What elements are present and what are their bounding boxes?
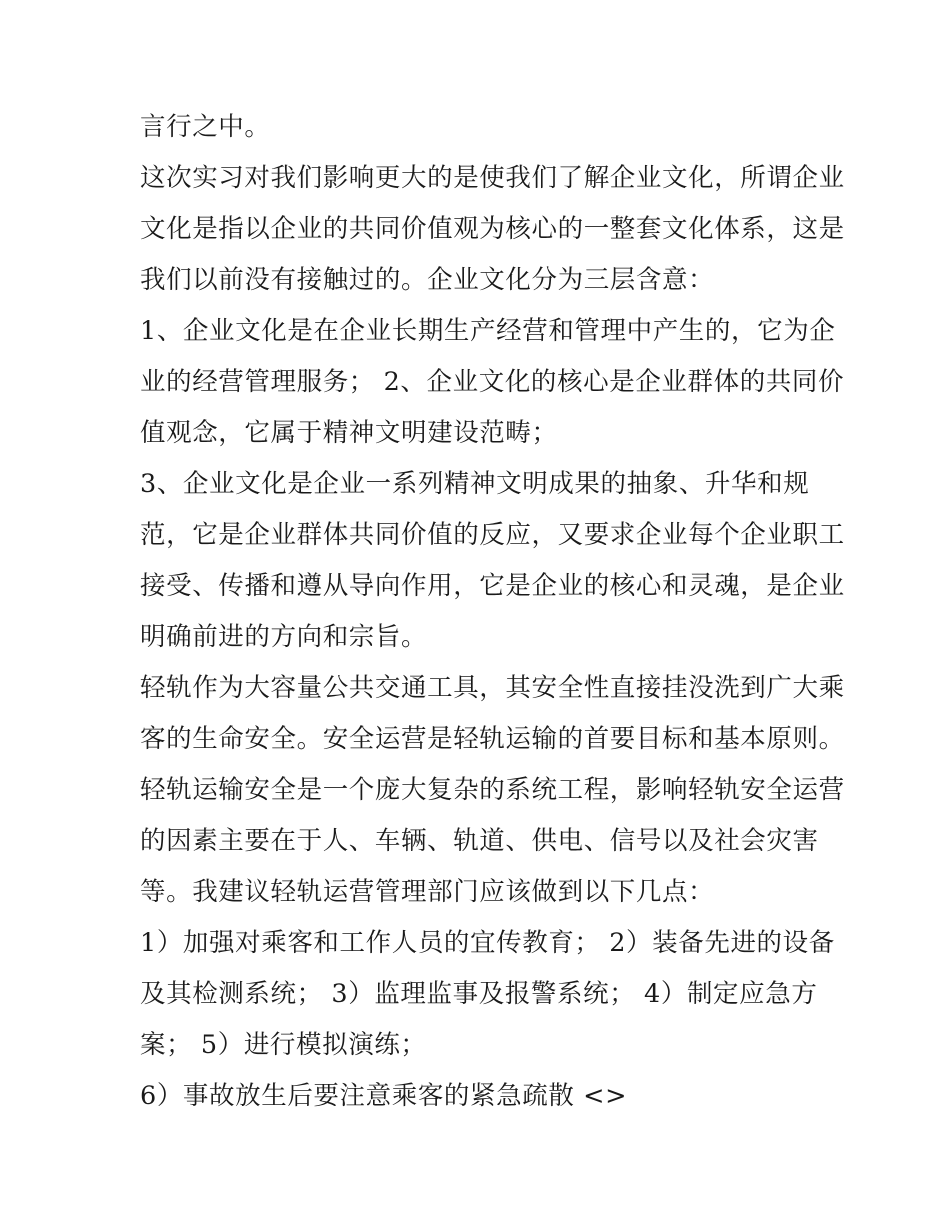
text-line: 文化是指以企业的共同价值观为核心的一整套文化体系，这是	[140, 214, 845, 244]
text-line: 接受、传播和遵从导向作用，它是企业的核心和灵魂，是企业	[140, 571, 845, 601]
text-line: 客的生命安全。安全运营是轻轨运输的首要目标和基本原则。	[140, 724, 845, 754]
text-line: 6）事故放生后要注意乘客的紧急疏散 <>	[140, 1081, 628, 1111]
text-line: 3、企业文化是企业一系列精神文明成果的抽象、升华和规	[140, 469, 810, 499]
body-text	[140, 102, 845, 1122]
text-line: 1）加强对乘客和工作人员的宜传教育； 2）装备先进的设备	[140, 928, 835, 958]
text-line: 言行之中。	[140, 112, 271, 142]
text-line: 及其检测系统； 3）监理监事及报警系统； 4）制定应急方	[140, 979, 818, 1009]
text-line: 的因素主要在于人、车辆、轨道、供电、信号以及社会灾害	[140, 826, 819, 856]
text-line: 业的经营管理服务； 2、企业文化的核心是企业群体的共同价	[140, 367, 845, 397]
text-line: 值观念，它属于精神文明建设范畴；	[140, 418, 558, 448]
text-line: 案； 5）进行模拟演练；	[140, 1030, 427, 1060]
text-line: 1、企业文化是在企业长期生产经营和管理中产生的，它为企	[140, 316, 836, 346]
text-line: 这次实习对我们影响更大的是使我们了解企业文化，所谓企业	[140, 163, 845, 193]
text-line: 范，它是企业群体共同价值的反应，又要求企业每个企业职工	[140, 520, 845, 550]
text-line: 等。我建议轻轨运营管理部门应该做到以下几点：	[140, 877, 715, 907]
text-line: 轻轨作为大容量公共交通工具，其安全性直接挂没洗到广大乘	[140, 673, 845, 703]
text-line: 轻轨运输安全是一个庞大复杂的系统工程，影响轻轨安全运营	[140, 775, 845, 805]
text-line: 明确前进的方向和宗旨。	[140, 622, 428, 652]
text-line: 我们以前没有接触过的。企业文化分为三层含意：	[140, 265, 715, 295]
